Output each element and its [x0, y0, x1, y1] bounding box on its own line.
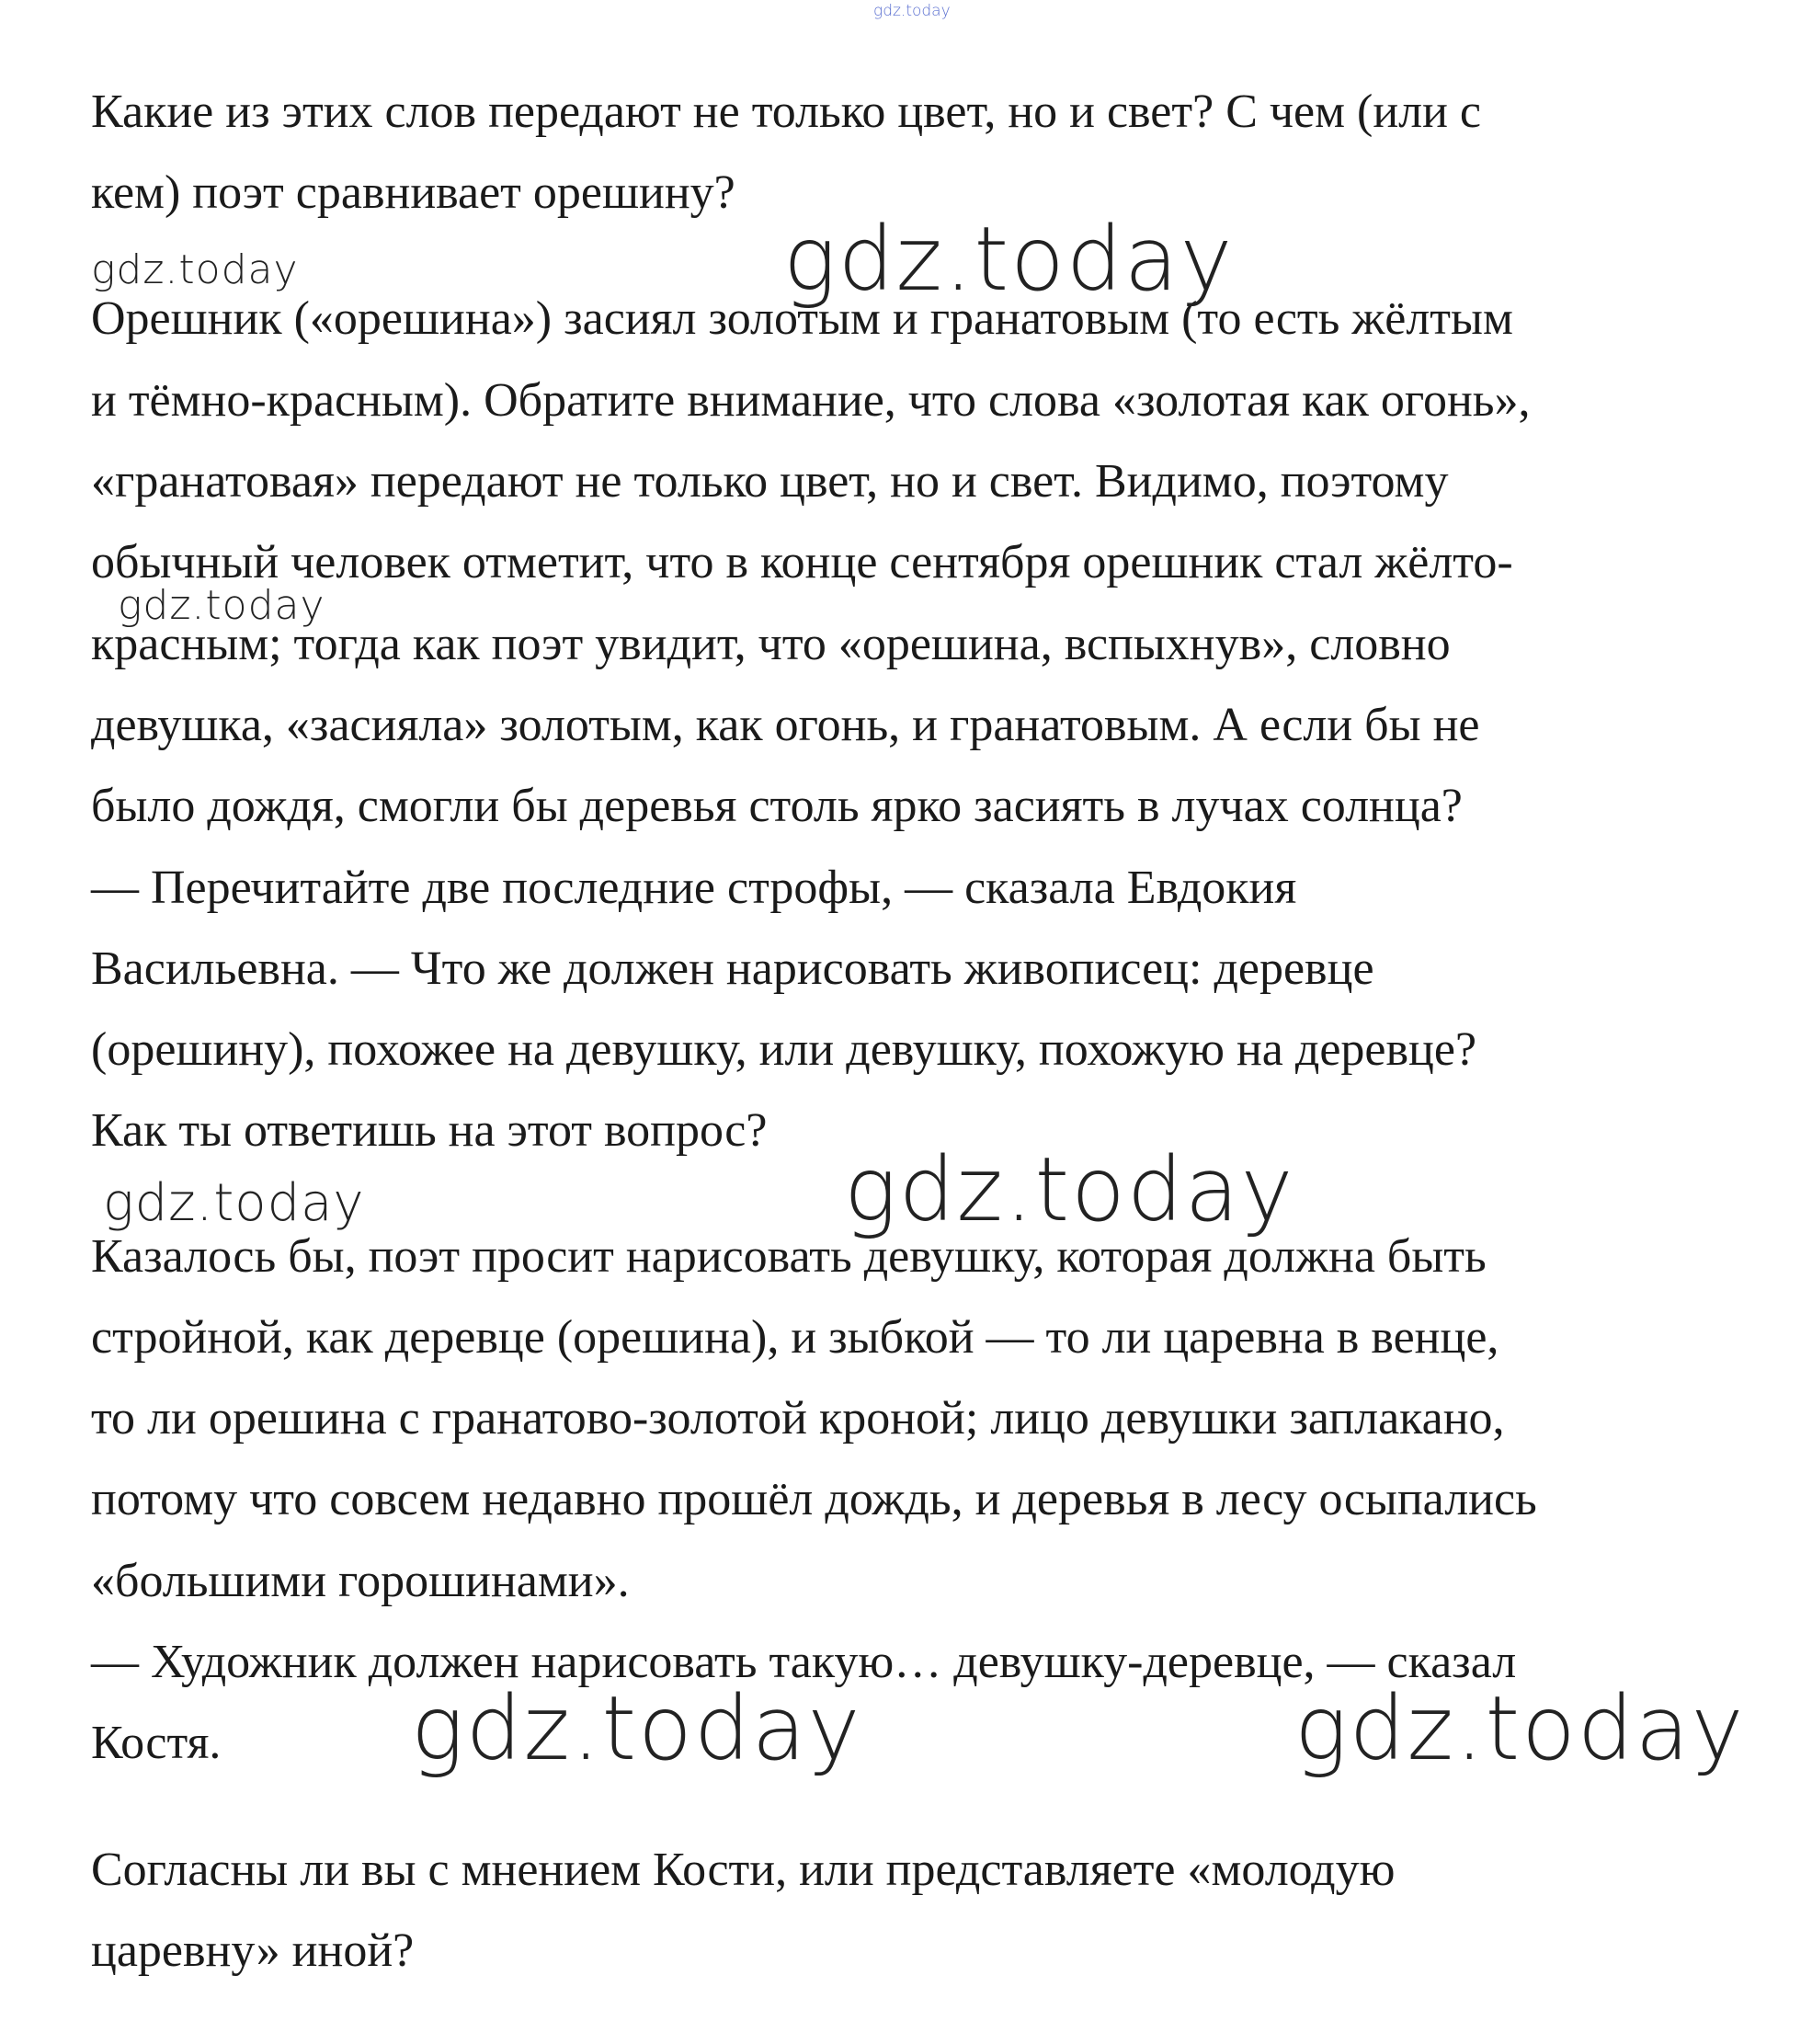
text-line: Какие из этих слов передают не только цвет, но и свет? С чем (или с: [91, 86, 1482, 138]
text-line: и тёмно-красным). Обратите внимание, что слова «золотая как огонь»,: [91, 374, 1531, 427]
watermark: gdz.today: [844, 1138, 1295, 1241]
watermark: gdz.today: [1294, 1677, 1746, 1780]
watermark-top: gdz.today: [873, 2, 951, 20]
text-line: (орешину), похожее на девушку, или девушку, похожую на деревце?: [91, 1023, 1477, 1076]
text-line: было дождя, смогли бы деревья столь ярко засиять в лучах солнца?: [91, 780, 1463, 832]
text-line: «большими горошинами».: [91, 1555, 630, 1607]
text-line: Как ты ответишь на этот вопрос?: [91, 1104, 768, 1157]
text-line: стройной, как деревце (орешина), и зыбкой — то ли царевна в венце,: [91, 1311, 1499, 1364]
text-line: то ли орешина с гранатово-золотой кроной; лицо девушки заплакано,: [91, 1392, 1505, 1445]
text-line: кем) поэт сравнивает орешину?: [91, 166, 735, 219]
text-line: Орешник («орешина») засиял золотым и гранатовым (то есть жёлтым: [91, 292, 1513, 345]
text-line: Согласны ли вы с мнением Кости, или представляете «молодую: [91, 1844, 1396, 1896]
text-line: Костя.: [91, 1717, 222, 1769]
text-line: красным; тогда как поэт увидит, что «орешина, вспыхнув», словно: [91, 618, 1451, 670]
watermark: gdz.today: [103, 1173, 365, 1233]
text-line: Казалось бы, поэт просит нарисовать девушку, которая должна быть: [91, 1230, 1487, 1283]
text-line: — Художник должен нарисовать такую… девушку-деревце, — сказал: [91, 1636, 1517, 1688]
text-line: Васильевна. — Что же должен нарисовать живописец: деревце: [91, 942, 1374, 995]
watermark: gdz.today: [783, 208, 1235, 311]
text-line: потому что совсем недавно прошёл дождь, и деревья в лесу осыпались: [91, 1473, 1537, 1525]
text-line: «гранатовая» передают не только цвет, но и свет. Видимо, поэтому: [91, 455, 1449, 508]
text-line: девушка, «засияла» золотым, как огонь, и гранатовым. А если бы не: [91, 699, 1480, 751]
text-line: — Перечитайте две последние строфы, — сказала Евдокия: [91, 862, 1297, 914]
watermark: gdz.today: [91, 246, 299, 293]
watermark: gdz.today: [118, 582, 325, 629]
text-line: обычный человек отметит, что в конце сентября орешник стал жёлто-: [91, 536, 1513, 588]
text-line: царевну» иной?: [91, 1924, 415, 1977]
watermark: gdz.today: [411, 1677, 862, 1780]
